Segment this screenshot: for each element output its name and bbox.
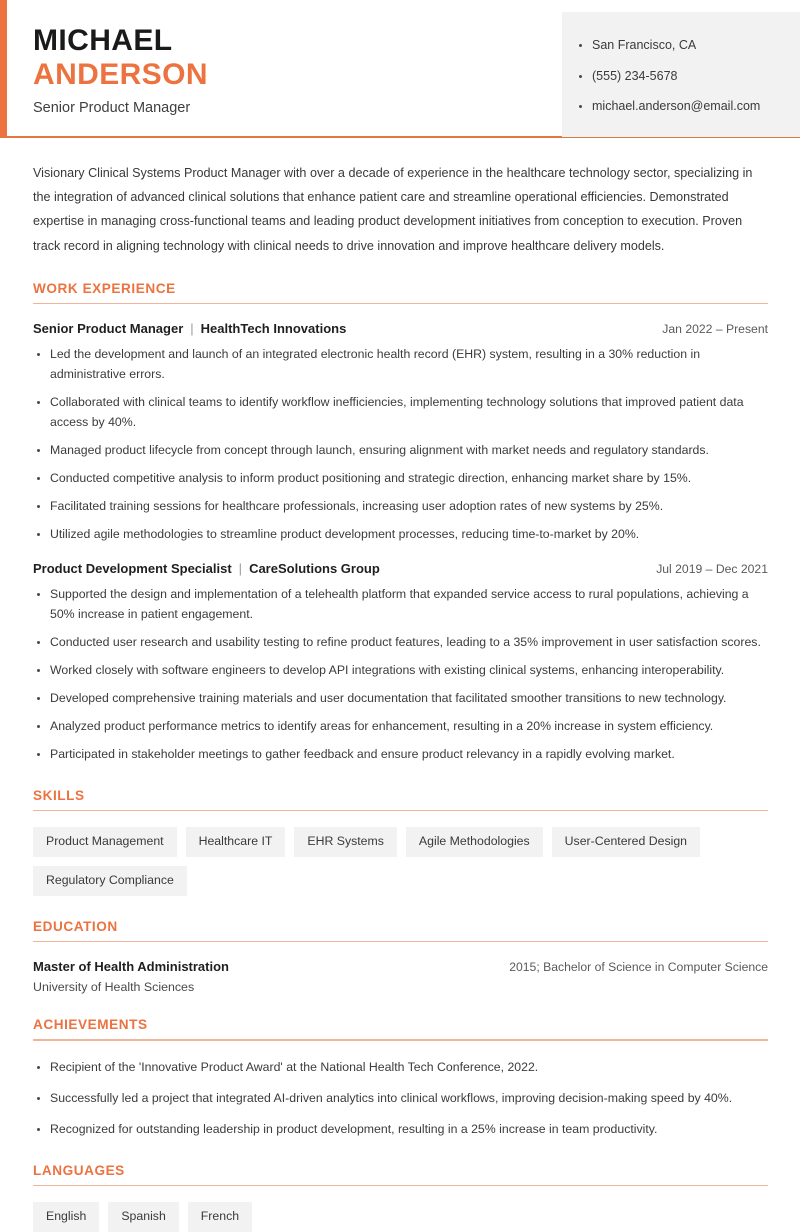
job-bullet: Supported the design and implementation of a telehealth platform that expanded service access to rural populations, achieving a 50% increase in patient engagement. — [33, 585, 768, 625]
job-heading — [33, 561, 380, 576]
skill-chip: Regulatory Compliance — [33, 866, 187, 896]
section-skills — [33, 788, 768, 896]
section-divider — [33, 810, 768, 812]
section-title-education: EDUCATION — [33, 918, 118, 934]
language-chip-list — [33, 1202, 768, 1232]
first-name: MICHAEL — [33, 24, 173, 57]
language-chip: Spanish — [108, 1202, 178, 1232]
header-accent-bar — [0, 0, 7, 136]
section-title-languages: LANGUAGES — [33, 1162, 125, 1178]
job-separator: | — [238, 561, 243, 577]
skill-chip: User-Centered Design — [552, 827, 700, 857]
resume-header — [0, 0, 800, 136]
section-divider — [33, 303, 768, 305]
language-chip: English — [33, 1202, 99, 1232]
job-header — [33, 561, 768, 576]
job-entry — [33, 321, 768, 544]
section-divider — [33, 941, 768, 943]
job-role: Product Development Specialist — [33, 561, 232, 577]
job-bullet: Collaborated with clinical teams to identify workflow inefficiencies, implementing technology solutions that improved patient data access by 40%. — [33, 393, 768, 433]
contact-list — [578, 38, 800, 115]
headline-job-title: Senior Product Manager — [33, 100, 191, 117]
job-bullet: Utilized agile methodologies to streamline product development processes, reducing time-to-market by 20%. — [33, 525, 768, 545]
education-entry — [33, 959, 768, 994]
skill-chip: Healthcare IT — [186, 827, 286, 857]
language-chip: French — [188, 1202, 252, 1232]
job-dates: Jan 2022 – Present — [662, 322, 768, 337]
job-header — [33, 321, 768, 336]
skill-chip: Agile Methodologies — [406, 827, 543, 857]
job-bullet-list — [33, 585, 768, 764]
education-meta: 2015; Bachelor of Science in Computer Science — [509, 960, 768, 975]
skill-chip-list — [33, 827, 768, 896]
job-heading — [33, 321, 346, 336]
job-bullet: Participated in stakeholder meetings to gather feedback and ensure product relevancy in a rapidly evolving market. — [33, 745, 768, 765]
section-education — [33, 919, 768, 995]
education-main — [33, 959, 229, 994]
job-entry — [33, 561, 768, 764]
education-degree: Master of Health Administration — [33, 959, 229, 975]
job-bullet: Conducted user research and usability testing to refine product features, leading to a 35% improvement in user satisfaction scores. — [33, 633, 768, 653]
contact-item-location: San Francisco, CA — [578, 38, 800, 54]
section-title-work-experience: WORK EXPERIENCE — [33, 280, 176, 296]
job-bullet: Analyzed product performance metrics to identify areas for enhancement, resulting in a 20% increase in system efficiency. — [33, 717, 768, 737]
section-divider — [33, 1039, 768, 1041]
achievement-item: Recognized for outstanding leadership in product development, resulting in a 25% increase in team productivity. — [33, 1120, 768, 1140]
job-bullet: Facilitated training sessions for healthcare professionals, increasing user adoption rates of new systems by 25%. — [33, 497, 768, 517]
professional-summary: Visionary Clinical Systems Product Manager with over a decade of experience in the healthcare technology sector, specializing in the integration of advanced clinical solutions that enhance patient care and streamline operational efficiencies. Demonstrated expertise in managing cross-functional teams and leading product development initiatives from conception to execution. Proven track record in aligning technology with clinical needs to drive innovation and improve healthcare delivery models. — [33, 166, 753, 253]
section-divider — [33, 1185, 768, 1187]
job-company: CareSolutions Group — [249, 561, 380, 577]
section-work-experience — [33, 281, 768, 765]
job-bullet: Conducted competitive analysis to inform product positioning and strategic direction, enhancing market share by 15%. — [33, 469, 768, 489]
resume-body — [0, 161, 800, 1232]
header-identity — [0, 0, 208, 116]
job-bullet: Developed comprehensive training materials and user documentation that facilitated smoother transitions to new technology. — [33, 689, 768, 709]
job-bullet: Managed product lifecycle from concept through launch, ensuring alignment with market needs and regulatory standards. — [33, 441, 768, 461]
section-achievements — [33, 1017, 768, 1139]
section-languages — [33, 1163, 768, 1232]
section-title-achievements: ACHIEVEMENTS — [33, 1017, 148, 1033]
achievement-item: Successfully led a project that integrated AI-driven analytics into clinical workflows, improving decision-making speed by 40%. — [33, 1089, 768, 1109]
job-bullet-list — [33, 345, 768, 544]
contact-panel — [562, 12, 800, 137]
skill-chip: Product Management — [33, 827, 177, 857]
education-school: University of Health Sciences — [33, 980, 195, 995]
achievement-list — [33, 1058, 768, 1140]
job-bullet: Worked closely with software engineers to develop API integrations with existing clinical systems, enhancing interoperability. — [33, 661, 768, 681]
achievement-item: Recipient of the 'Innovative Product Award' at the National Health Tech Conference, 2022. — [33, 1058, 768, 1078]
job-bullet: Led the development and launch of an integrated electronic health record (EHR) system, resulting in a 30% reduction in administrative errors. — [33, 345, 768, 385]
contact-item-phone[interactable]: (555) 234-5678 — [578, 69, 800, 85]
job-company: HealthTech Innovations — [200, 321, 347, 337]
last-name: ANDERSON — [33, 57, 208, 91]
skill-chip: EHR Systems — [294, 827, 397, 857]
job-role: Senior Product Manager — [33, 321, 184, 337]
job-separator: | — [190, 321, 194, 337]
job-dates: Jul 2019 – Dec 2021 — [656, 562, 768, 577]
contact-item-email[interactable]: michael.anderson@email.com — [578, 99, 800, 115]
section-title-skills: SKILLS — [33, 787, 85, 803]
